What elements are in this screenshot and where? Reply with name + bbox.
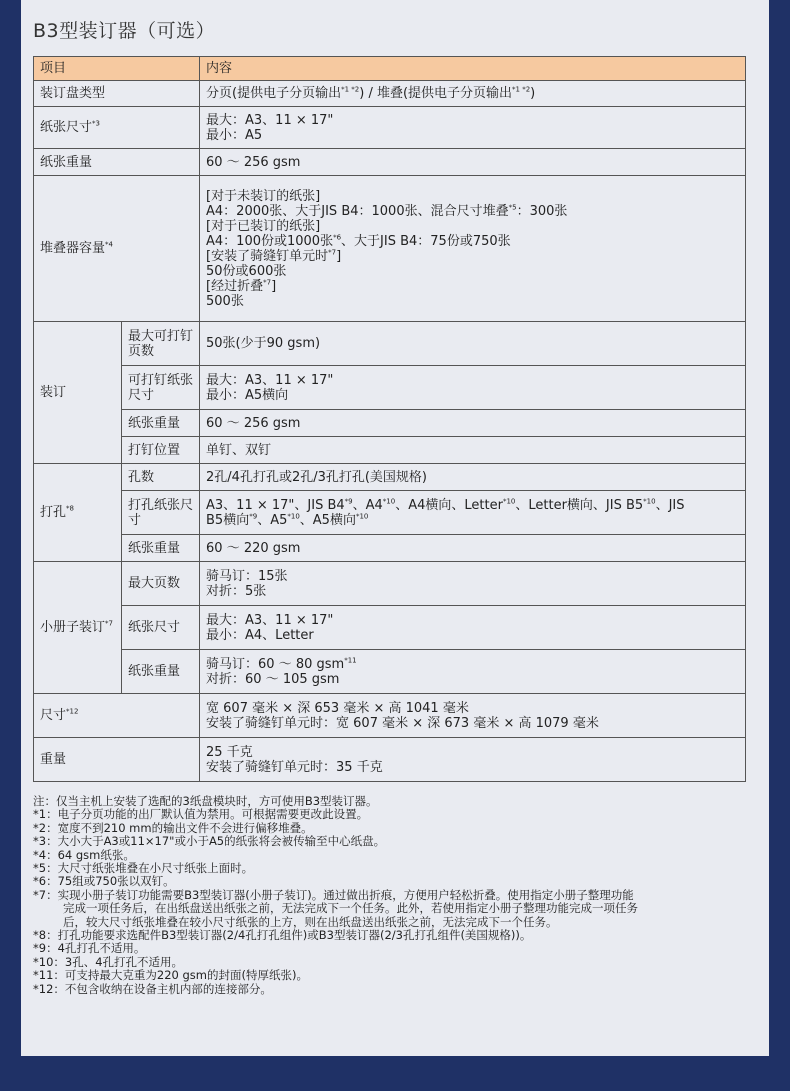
label-punch: 打孔$^{*8}$ bbox=[34, 464, 122, 562]
label-punch-size: 打孔纸张尺寸 bbox=[122, 491, 200, 535]
note-4: *4：64 gsm纸张。 bbox=[33, 847, 135, 862]
value-punch-size: A3、11 × 17"、JIS B4$^{*9}$、A4$^{*10}$、A4横向、Letter$^{*10}$、Letter横向、JIS B5$^{*10}$、JIS B5横向$^{*9}$、A5$^{*10}$、A5横向$^{*10}$ bbox=[200, 491, 746, 535]
row-staple-pos bbox=[34, 437, 746, 464]
row-punch-weight bbox=[34, 535, 746, 562]
value-weight: 25 千克 安装了骑缝钉单元时：35 千克 bbox=[200, 738, 746, 782]
row-booklet-weight bbox=[34, 650, 746, 694]
note-7-cont2: 后，较大尺寸纸张堆叠在较小尺寸纸张的上方，则在出纸盘送出纸张之前，无法完成下一个任务。 bbox=[63, 914, 558, 929]
footnotes bbox=[33, 795, 749, 996]
label-weight: 重量 bbox=[34, 738, 200, 782]
label-staple-pos: 打钉位置 bbox=[122, 437, 200, 464]
value-staple-weight: 60 ～ 256 gsm bbox=[200, 410, 746, 437]
note-11: *11：可支持最大克重为220 gsm的封面(特厚纸张)。 bbox=[33, 968, 308, 983]
row-weight bbox=[34, 738, 746, 782]
row-punch-holes bbox=[34, 464, 746, 491]
table-header-row bbox=[34, 57, 746, 81]
value-punch-holes: 2孔/4孔打孔或2孔/3孔打孔(美国规格) bbox=[200, 464, 746, 491]
note-12: *12：不包含收纳在设备主机内部的连接部分。 bbox=[33, 981, 272, 996]
row-dimensions bbox=[34, 694, 746, 738]
row-booklet-size bbox=[34, 606, 746, 650]
row-punch-size bbox=[34, 491, 746, 535]
note-7-cont: 完成一项任务后，在出纸盘送出纸张之前，无法完成下一个任务。此外，若使用指定小册子整理功能完成一项任务 bbox=[63, 901, 638, 916]
row-booklet-max bbox=[34, 562, 746, 606]
label-punch-weight: 纸张重量 bbox=[122, 535, 200, 562]
value-paper-size: 最大：A3、11 × 17" 最小：A5 bbox=[200, 107, 746, 149]
value-booklet-size: 最大：A3、11 × 17" 最小：A4、Letter bbox=[200, 606, 746, 650]
value-dimensions: 宽 607 毫米 × 深 653 毫米 × 高 1041 毫米 安装了骑缝钉单元时：宽 607 毫米 × 深 673 毫米 × 高 1079 毫米 bbox=[200, 694, 746, 738]
value-staple-pos: 单钉、双钉 bbox=[200, 437, 746, 464]
page-title: B3型装订器（可选） bbox=[33, 20, 216, 42]
value-staple-max: 50张(少于90 gsm) bbox=[200, 322, 746, 366]
label-punch-holes: 孔数 bbox=[122, 464, 200, 491]
row-tray-type bbox=[34, 81, 746, 107]
label-staple: 装订 bbox=[34, 322, 122, 464]
label-paper-weight: 纸张重量 bbox=[34, 149, 200, 176]
value-punch-weight: 60 ～ 220 gsm bbox=[200, 535, 746, 562]
value-stacker: [对于未装订的纸张] A4：2000张、大于JIS B4：1000张、混合尺寸堆叠$^{*5}$：300张 [对于已装订的纸张] A4：100份或1000张$^{*6}$、大于JIS B4：75份或750张 [安装了骑缝钉单元时$^{*7}$] 50份或600张 [经过折叠$^{*7}$] 500张 bbox=[200, 176, 746, 322]
note-10: *10：3孔、4孔打孔不适用。 bbox=[33, 954, 184, 969]
note-8: *8：打孔功能要求选配件B3型装订器(2/4孔打孔组件)或B3型装订器(2/3孔打孔组件(美国规格))。 bbox=[33, 928, 532, 943]
row-paper-size bbox=[34, 107, 746, 149]
note-7: *7：实现小册子装订功能需要B3型装订器(小册子装订)。通过做出折痕，方便用户轻松折叠。使用指定小册子整理功能 bbox=[33, 887, 634, 902]
label-paper-size: 纸张尺寸$^{*3}$ bbox=[34, 107, 200, 149]
note-9: *9：4孔打孔不适用。 bbox=[33, 941, 146, 956]
label-booklet: 小册子装订$^{*7}$ bbox=[34, 562, 122, 694]
label-tray-type: 装订盘类型 bbox=[34, 81, 200, 107]
label-booklet-size: 纸张尺寸 bbox=[122, 606, 200, 650]
label-staple-max: 最大可打钉页数 bbox=[122, 322, 200, 366]
spec-sheet bbox=[21, 0, 769, 1056]
note-2: *2：宽度不到210 mm的输出文件不会进行偏移堆叠。 bbox=[33, 820, 313, 835]
row-staple-weight bbox=[34, 410, 746, 437]
value-paper-weight: 60 ～ 256 gsm bbox=[200, 149, 746, 176]
row-staple-size bbox=[34, 366, 746, 410]
label-booklet-weight: 纸张重量 bbox=[122, 650, 200, 694]
label-booklet-max: 最大页数 bbox=[122, 562, 200, 606]
note-6: *6：75组或750张以双钉。 bbox=[33, 874, 175, 889]
label-staple-weight: 纸张重量 bbox=[122, 410, 200, 437]
value-staple-size: 最大：A3、11 × 17" 最小：A5横向 bbox=[200, 366, 746, 410]
value-tray-type: 分页(提供电子分页输出$^{*1 *2}$) / 堆叠(提供电子分页输出$^{*1 *2}$) bbox=[200, 81, 746, 107]
row-stacker bbox=[34, 176, 746, 322]
header-item: 项目 bbox=[34, 57, 200, 81]
label-staple-size: 可打钉纸张尺寸 bbox=[122, 366, 200, 410]
note-3: *3：大小大于A3或11×17"或小于A5的纸张将会被传输至中心纸盘。 bbox=[33, 834, 386, 849]
note-5: *5：大尺寸纸张堆叠在小尺寸纸张上面时。 bbox=[33, 861, 254, 876]
row-staple-max bbox=[34, 322, 746, 366]
note-1: *1：电子分页功能的出厂默认值为禁用。可根据需要更改此设置。 bbox=[33, 807, 369, 822]
spec-table bbox=[33, 56, 746, 782]
value-booklet-weight: 骑马订：60 ～ 80 gsm$^{*11}$ 对折：60 ～ 105 gsm bbox=[200, 650, 746, 694]
header-content: 内容 bbox=[200, 57, 746, 81]
label-stacker: 堆叠器容量$^{*4}$ bbox=[34, 176, 200, 322]
value-booklet-max: 骑马订：15张 对折：5张 bbox=[200, 562, 746, 606]
row-paper-weight bbox=[34, 149, 746, 176]
label-dimensions: 尺寸$^{*12}$ bbox=[34, 694, 200, 738]
note-main: 注：仅当主机上安装了选配的3纸盘模块时，方可使用B3型装订器。 bbox=[33, 794, 378, 808]
